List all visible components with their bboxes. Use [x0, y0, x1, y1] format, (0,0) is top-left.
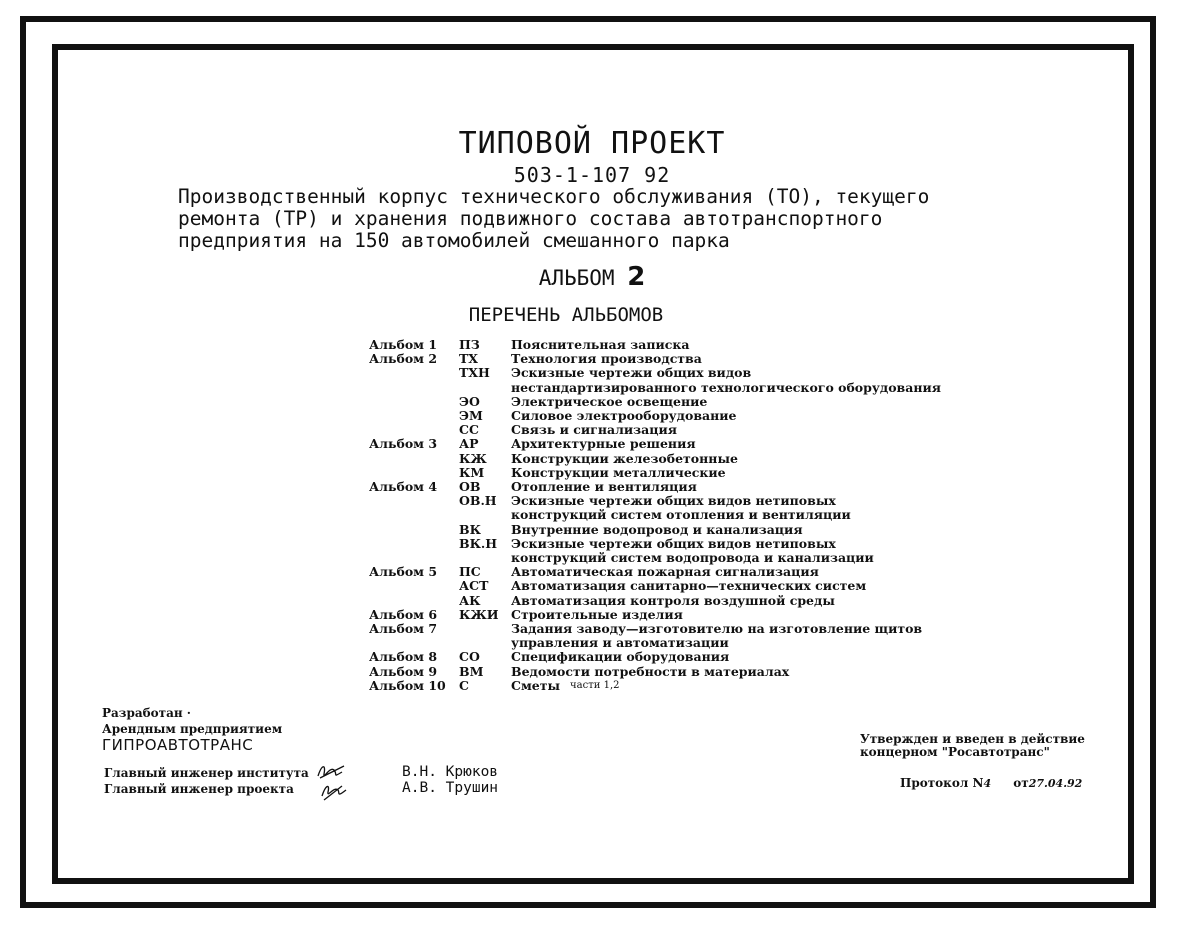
protocol-line: [900, 776, 1082, 790]
album-list-row: [369, 594, 941, 608]
album-number-cell: [369, 395, 459, 409]
section-title-cell: Автоматизация контроля воздушной среды: [511, 592, 835, 608]
album-number-cell: [369, 466, 459, 480]
section-title-cell: Электрическое освещение: [511, 393, 708, 409]
album-list-row: [369, 622, 941, 636]
album-list-row: [369, 508, 941, 522]
section-title-cell: Задания заводу—изготовителю на изготовление щитов: [511, 621, 923, 637]
section-code-cell: СС: [459, 422, 479, 438]
section-title-cell: нестандартизированного технологического оборудования: [511, 379, 941, 395]
section-title-cell: управления и автоматизации: [511, 635, 729, 651]
section-code-cell: КМ: [459, 464, 485, 480]
album-number-cell: [369, 537, 459, 551]
album-list-row: [369, 537, 941, 551]
album-list-row: [369, 636, 941, 650]
project-code: 503-1-107 92: [513, 163, 671, 187]
section-title-cell: Пояснительная записка: [511, 337, 690, 352]
album-list-row: [369, 423, 941, 437]
section-code-cell: ТХ: [459, 351, 479, 367]
album-list-row: [369, 352, 941, 366]
album-number-cell: [369, 381, 459, 395]
section-title-cell: Эскизные чертежи общих видов нетиповых: [511, 535, 836, 551]
section-title-cell: Строительные изделия: [511, 606, 683, 622]
section-title-cell: Внутренние водопровод и канализация: [511, 521, 803, 537]
section-title-cell: Конструкции металлические: [511, 464, 726, 480]
approval-line: Утвержден и введен в действие: [860, 732, 1085, 746]
section-code-cell: ОВ: [459, 479, 481, 495]
section-code-cell: СО: [459, 649, 480, 665]
album-list-row: [369, 551, 941, 565]
album-list-heading: ПЕРЕЧЕНЬ АЛЬБОМОВ: [468, 304, 664, 326]
section-title-cell: конструкций систем отопления и вентиляции: [511, 507, 851, 523]
album-number-cell: Альбом 8: [369, 649, 438, 665]
album-list-row: [369, 437, 941, 451]
album-number-cell: [369, 508, 459, 522]
section-title-cell: Эскизные чертежи общих видов: [511, 365, 752, 381]
section-code-cell: АК: [459, 592, 481, 608]
album-list-row: [369, 565, 941, 579]
album-number-cell: Альбом 4: [369, 479, 438, 495]
section-code-cell: ПЗ: [459, 337, 480, 352]
section-title-cell: конструкций систем водопровода и канализации: [511, 550, 874, 566]
section-title-cell: Автоматическая пожарная сигнализация: [511, 564, 819, 580]
section-code-cell: [459, 551, 511, 565]
album-list-row: [369, 452, 941, 466]
album-number-cell: [369, 409, 459, 423]
album-list-row: [369, 523, 941, 537]
description-line: ремонта (ТР) и хранения подвижного состава автотранспортного: [178, 207, 883, 230]
album-list-row: [369, 338, 941, 352]
developed-by-label: Разработан ·: [102, 706, 191, 720]
section-code-cell: КЖ: [459, 450, 487, 466]
album-number-cell: [369, 523, 459, 537]
section-title-cell: Ведомости потребности в материалах: [511, 663, 790, 679]
protocol-date: 27.04.92: [1028, 777, 1083, 790]
section-code-cell: ТХН: [459, 365, 490, 381]
description-line: предприятия на 150 автомобилей смешанного парка: [178, 229, 730, 252]
description-line: Производственный корпус технического обслуживания (ТО), текущего: [178, 185, 930, 208]
signatory-name: В.Н. Крюков: [402, 764, 499, 780]
album-list-row: [369, 466, 941, 480]
album-list-row: [369, 608, 941, 622]
album-list-row: [369, 494, 941, 508]
protocol-label: Протокол N: [900, 776, 984, 790]
album-number-cell: [369, 423, 459, 437]
section-code-cell: КЖИ: [459, 606, 499, 622]
album-list: [369, 338, 941, 693]
section-code-cell: [459, 622, 511, 636]
section-title-cell: Сметы: [511, 677, 561, 693]
section-title-cell: Технология производства: [511, 351, 702, 367]
album-list-row: [369, 579, 941, 593]
section-title-cell: Силовое электрооборудование: [511, 408, 737, 424]
approval-org-line: концерном "Росавтотранс": [860, 745, 1050, 759]
signatory-names: [402, 764, 498, 796]
protocol-number: 4: [983, 777, 992, 790]
section-title-cell: Эскизные чертежи общих видов нетиповых: [511, 493, 836, 509]
album-number-cell: Альбом 5: [369, 564, 438, 580]
document-title: ТИПОВОЙ ПРОЕКТ: [458, 126, 726, 161]
album-list-row: [369, 650, 941, 664]
album-number-cell: Альбом 7: [369, 621, 438, 637]
album-number-cell: Альбом 3: [369, 436, 438, 452]
section-note: части 1,2: [570, 679, 620, 691]
album-label: АЛЬБОМ: [538, 266, 615, 290]
album-list-row: [369, 366, 941, 380]
album-heading: [0, 262, 1184, 292]
album-number-cell: Альбом 2: [369, 351, 438, 367]
section-code-cell: АР: [459, 436, 479, 452]
section-code-cell: ВК: [459, 521, 481, 537]
album-number-cell: Альбом 6: [369, 606, 438, 622]
chief-engineer-institute-role: Главный инженер института: [104, 766, 309, 780]
section-code-cell: ПС: [459, 564, 481, 580]
album-number-cell: [369, 551, 459, 565]
album-number-cell: [369, 636, 459, 650]
section-code-cell: ЭО: [459, 393, 480, 409]
section-code-cell: ВМ: [459, 663, 484, 679]
section-title-cell: Архитектурные решения: [511, 436, 696, 452]
project-description: [178, 186, 929, 252]
album-number-cell: Альбом 1: [369, 337, 438, 352]
section-code-cell: ОВ.Н: [459, 493, 497, 509]
album-list-row: [369, 395, 941, 409]
section-code-cell: ВК.Н: [459, 535, 498, 551]
chief-engineer-project-role: Главный инженер проекта: [104, 782, 294, 796]
section-title-cell: Отопление и вентиляция: [511, 479, 697, 495]
section-title-cell: Автоматизация санитарно—технических систем: [511, 578, 867, 594]
date-prefix: от: [1013, 776, 1029, 790]
section-code-cell: [459, 636, 511, 650]
developer-enterprise-label: Арендным предприятием: [102, 722, 283, 736]
section-code-cell: С: [459, 677, 469, 693]
album-list-row: [369, 381, 941, 395]
signatory-name: А.В. Трушин: [402, 780, 499, 796]
section-title-cell: Связь и сигнализация: [511, 422, 677, 438]
album-number-cell: [369, 494, 459, 508]
section-code-cell: [459, 508, 511, 522]
section-title-cell: Спецификации оборудования: [511, 649, 730, 665]
album-number-cell: [369, 366, 459, 380]
section-code-cell: [459, 381, 511, 395]
album-number-cell: Альбом 10: [369, 677, 446, 693]
album-list-row: [369, 480, 941, 494]
developer-organization: ГИПРОАВТОТРАНС: [102, 736, 254, 754]
album-number-cell: [369, 594, 459, 608]
section-title-cell: Конструкции железобетонные: [511, 450, 738, 466]
handwritten-signatures: [312, 760, 354, 804]
album-number: 2: [627, 262, 646, 292]
album-number-cell: Альбом 9: [369, 663, 438, 679]
album-number-cell: [369, 579, 459, 593]
album-list-row: [369, 665, 941, 679]
section-code-cell: АСТ: [459, 578, 489, 594]
album-number-cell: [369, 452, 459, 466]
album-list-row: [369, 679, 941, 693]
album-list-row: [369, 409, 941, 423]
section-code-cell: ЭМ: [459, 408, 483, 424]
